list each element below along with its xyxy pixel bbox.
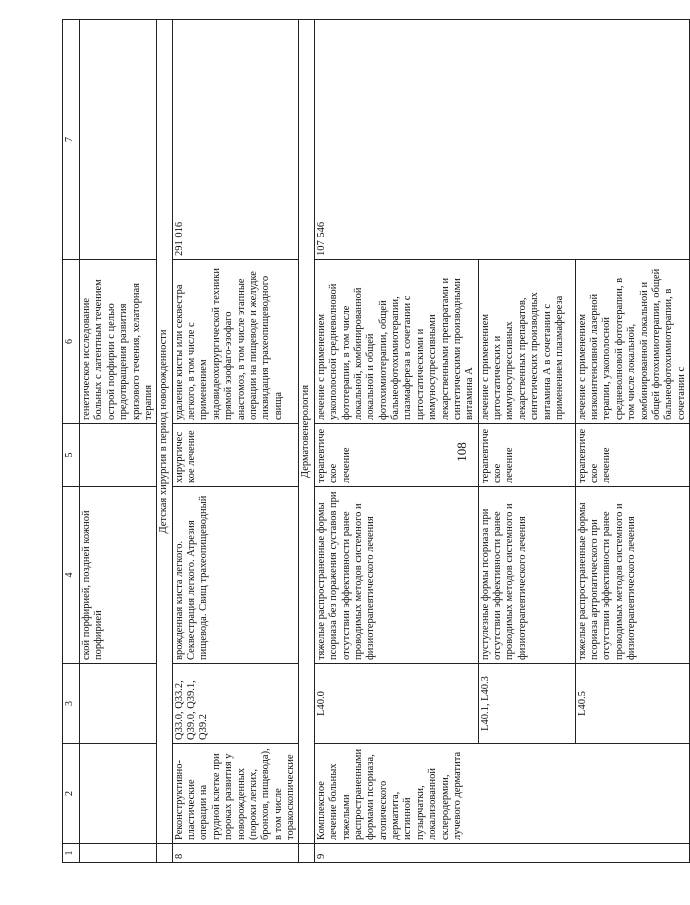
treatment-type-cell: хирургическое лечение xyxy=(172,424,299,487)
header-cell: 7 xyxy=(63,20,80,260)
cost-cell xyxy=(80,20,157,260)
header-cell: 4 xyxy=(63,487,80,664)
patient-model-cell: ской порфирией, поздней кожной порфирией xyxy=(80,487,157,664)
treatment-type-cell: терапевтическое лечение xyxy=(575,424,689,487)
treatment-type-cell: терапевтическое лечение xyxy=(314,424,478,487)
icd-code-cell: L40.0 xyxy=(314,664,478,744)
header-cell: 2 xyxy=(63,744,80,844)
treatment-method-cell: генетическое исследование больных с латентным течением острой порфирии с целью предотвращения развития кризового течения, хелаторная терапия xyxy=(80,260,157,424)
header-cell: 1 xyxy=(63,844,80,863)
section-title: Детская хирургия в период новорожденности xyxy=(157,20,172,844)
cost-cell: 291 016 xyxy=(172,20,299,260)
treatment-type-cell: терапевтическое лечение xyxy=(478,424,575,487)
header-row xyxy=(63,20,80,863)
vmp-table xyxy=(62,19,690,863)
section-blank-cell xyxy=(157,844,172,863)
vmp-name-cell: Реконструктивно-пластические операции на грудной клетке при пороках развития у новорожденных (пороки легких, бронхов, пищевода), в том числе торакоскопические xyxy=(172,744,299,844)
table-row xyxy=(80,20,157,863)
section-blank-cell xyxy=(299,844,314,863)
section-title: Дерматовенерология xyxy=(299,20,314,844)
patient-model-cell: врожденная киста легкого. Секвестрация легкого. Атрезия пищевода. Свищ трахеопищеводный xyxy=(172,487,299,664)
icd-code-cell: Q33.0, Q33.2, Q39.0, Q39.1, Q39.2 xyxy=(172,664,299,744)
treatment-method-cell: лечение с применением цитостатических и иммуносупрессивных лекарственных препаратов, синтетических производных витамина А в сочетании с применением плазмафереза xyxy=(478,260,575,424)
header-cell: 3 xyxy=(63,664,80,744)
table-row xyxy=(172,20,299,863)
patient-model-cell: пустулезные формы псориаза при отсутствии эффективности ранее проводимых методов системного и физиотерапевтического лечения xyxy=(478,487,575,664)
patient-model-cell: тяжелые распространенные формы псориаза без поражения суставов при отсутствии эффективности ранее проводимых методов системного и физиотерапевтического лечения xyxy=(314,487,478,664)
icd-code-cell: L40.1, L40.3 xyxy=(478,664,575,744)
icd-code-cell: L40.5 xyxy=(575,664,689,744)
treatment-method-cell: лечение с применением узкополосной средневолновой фототерапии, в том числе локальной, комбинированной локальной и общей фотохимиотерапии, общей бальнеофотохимиотерапии, плазмафереза в сочетании с цитостатическими и иммуносупрессивными лекарственными препаратами и синтетическими производными витамина А xyxy=(314,260,478,424)
treatment-method-cell: удаление кисты или секвестра легкого, в том числе с применением эндовидеохирургической техники прямой эзофаго-эзофаго анастомоз, в том числе этапные операции на пищеводе и желудке ликвидация трахеопищеводного свища xyxy=(172,260,299,424)
row-number-cell: 8 xyxy=(172,844,299,863)
treatment-method-cell: лечение с применением низкоинтенсивной лазерной терапии, узкополосной средневолновой фототерапии, в том числе локальной, комбинированной локальной и общей фотохимиотерапии, общей бальнеофотохимиотерапии, в сочетании с xyxy=(575,260,689,424)
row-number-cell: 9 xyxy=(314,844,689,863)
cost-cell: 107 546 xyxy=(314,20,689,260)
vmp-name-cell: Комплексное лечение больных тяжелыми распространенными формами псориаза, атопического дерматита, истинной пузырчатки, локализованной склеродермии, лучевого дерматита xyxy=(314,744,689,844)
patient-model-cell: тяжелые распространенные формы псориаза артропатического при отсутствии эффективности ранее проводимых методов системного и физиотерапевтического лечения xyxy=(575,487,689,664)
table-row xyxy=(314,20,478,863)
header-cell: 6 xyxy=(63,260,80,424)
section-row xyxy=(299,20,314,863)
section-row xyxy=(157,20,172,863)
vmp-name-cell xyxy=(80,744,157,844)
treatment-type-cell xyxy=(80,424,157,487)
icd-code-cell xyxy=(80,664,157,744)
page-number: 108 xyxy=(454,442,469,462)
row-number-cell xyxy=(80,844,157,863)
header-cell: 5 xyxy=(63,424,80,487)
